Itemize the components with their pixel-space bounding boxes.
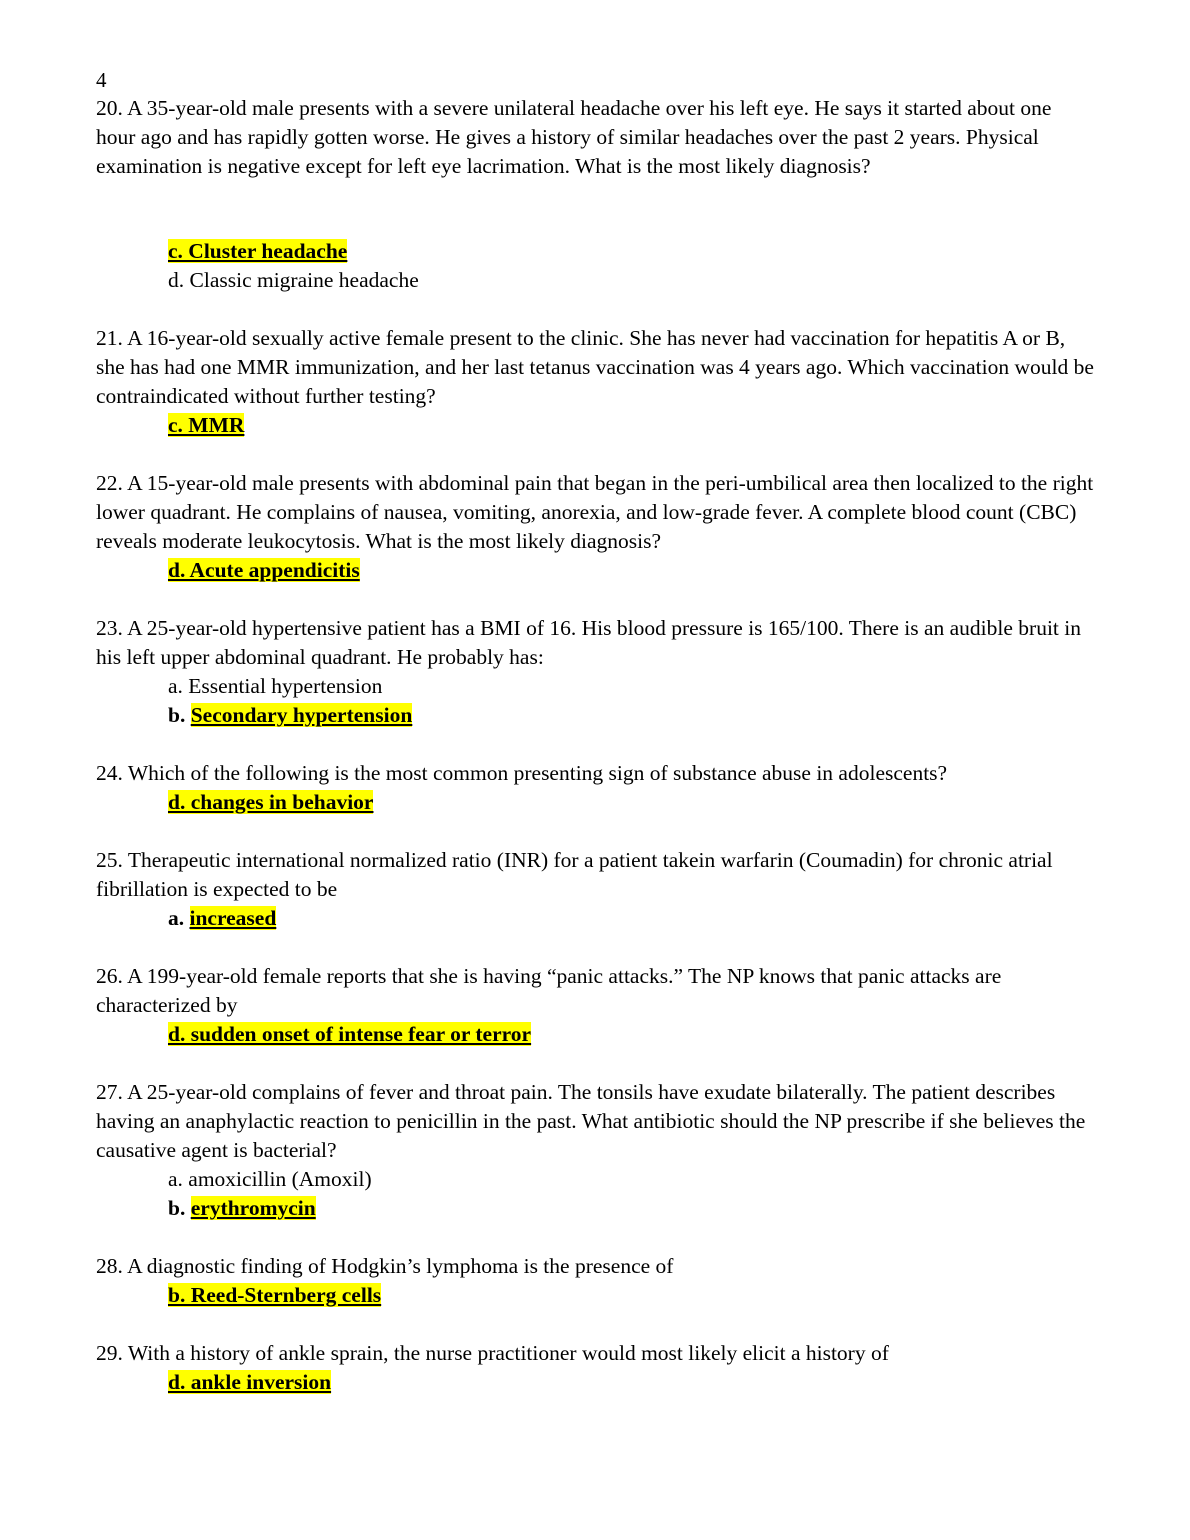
question-text: 26. A 199-year-old female reports that she is having “panic attacks.” The NP knows that panic attacks are characterized by [96,964,1002,1017]
answer-option[interactable] [168,672,1094,701]
page-number: 4 [96,68,107,92]
answer-text: erythromycin [190,1196,316,1220]
answer-label: a. [168,906,185,930]
spacer [96,295,1094,324]
answer-text: a. Essential hypertension [168,674,383,698]
question-block-20 [96,94,1094,295]
answer-list [168,904,1094,933]
question-block-26 [96,962,1094,1049]
spacer [96,933,1094,962]
answer-option[interactable] [168,1281,1094,1310]
answer-option[interactable] [168,266,1094,295]
answer-list [168,1165,1094,1223]
spacer [96,1310,1094,1339]
answer-option[interactable] [168,904,1094,933]
question-text: 23. A 25-year-old hypertensive patient has a BMI of 16. His blood pressure is 165/100. There is an audible bruit in his left upper abdominal quadrant. He probably has: [96,616,1082,669]
answer-option[interactable] [168,788,1094,817]
spacer [96,1049,1094,1078]
answer-list [168,411,1094,440]
question-text: 27. A 25-year-old complains of fever and throat pain. The tonsils have exudate bilaterally. The patient describes having an anaphylactic reaction to penicillin in the past. What antibiotic should the NP prescribe if she believes the causative agent is bacterial? [96,1080,1086,1162]
spacer [96,181,1094,237]
answer-list [168,237,1094,295]
answer-text: d. Classic migraine headache [168,268,419,292]
question-text: 25. Therapeutic international normalized ratio (INR) for a patient takein warfarin (Coumadin) for chronic atrial fibrillation is expected to be [96,848,1053,901]
answer-list [168,672,1094,730]
answer-text: d. sudden onset of intense fear or terror [168,1022,532,1046]
answer-list [168,1281,1094,1310]
answer-option[interactable] [168,1194,1094,1223]
answer-text: c. Cluster headache [168,239,348,263]
answer-text: d. Acute appendicitis [168,558,360,582]
question-block-23 [96,614,1094,730]
answer-text: c. MMR [168,413,245,437]
spacer [96,730,1094,759]
answer-text: b. Reed-Sternberg cells [168,1283,382,1307]
answer-list [168,1020,1094,1049]
question-text: 20. A 35-year-old male presents with a severe unilateral headache over his left eye. He says it started about one hour ago and has rapidly gotten worse. He gives a history of similar headaches over the past 2 years. Physical examination is negative except for left eye lacrimation. What is the most likely diagnosis? [96,96,1052,178]
question-text: 22. A 15-year-old male presents with abdominal pain that began in the peri-umbilical area then localized to the right lower quadrant. He complains of nausea, vomiting, anorexia, and low-grade fever. A complete blood count (CBC) reveals moderate leukocytosis. What is the most likely diagnosis? [96,471,1094,553]
answer-list [168,556,1094,585]
answer-list [168,1368,1094,1397]
answer-option[interactable] [168,1165,1094,1194]
answer-label: b. [168,1196,186,1220]
answer-option[interactable] [168,1020,1094,1049]
answer-option[interactable] [168,1368,1094,1397]
answer-option[interactable] [168,556,1094,585]
answer-option[interactable] [168,237,1094,266]
answer-option[interactable] [168,411,1094,440]
answer-text: a. amoxicillin (Amoxil) [168,1167,372,1191]
spacer [96,1223,1094,1252]
question-block-24 [96,759,1094,817]
answer-option[interactable] [168,701,1094,730]
question-block-27 [96,1078,1094,1223]
question-block-29 [96,1339,1094,1397]
answer-list [168,788,1094,817]
spacer [96,585,1094,614]
question-text: 24. Which of the following is the most common presenting sign of substance abuse in adolescents? [96,761,948,785]
question-block-28 [96,1252,1094,1310]
answer-text: d. changes in behavior [168,790,374,814]
question-block-22 [96,469,1094,585]
answer-text: Secondary hypertension [190,703,413,727]
question-text: 21. A 16-year-old sexually active female present to the clinic. She has never had vaccination for hepatitis A or B, she has had one MMR immunization, and her last tetanus vaccination was 4 years ago. Which vaccination would be contraindicated without further testing? [96,326,1094,408]
answer-text: d. ankle inversion [168,1370,332,1394]
question-text: 28. A diagnostic finding of Hodgkin’s lymphoma is the presence of [96,1254,674,1278]
question-block-21 [96,324,1094,440]
question-text: 29. With a history of ankle sprain, the nurse practitioner would most likely elicit a history of [96,1341,889,1365]
answer-label: b. [168,703,186,727]
spacer [96,440,1094,469]
answer-text: increased [189,906,277,930]
spacer [96,817,1094,846]
question-block-25 [96,846,1094,933]
